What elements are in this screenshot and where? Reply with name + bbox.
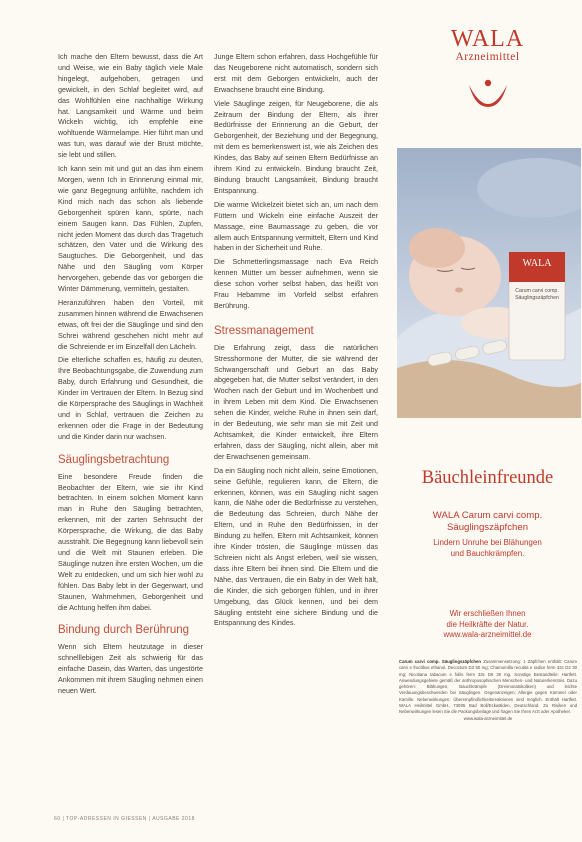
article-column-right: [214, 52, 378, 632]
product-box-label: WALA: [522, 258, 552, 269]
paragraph: Die Schmetterlingsmassage nach Eva Reich kennen Mütter um besser aufnehmen, wenn sie diese schon vorher selbst haben, das heißt von Frau Hebamme im Vorfeld selbst erfahren Berührung.: [214, 258, 378, 310]
ad-headline: Bäuchleinfreunde: [421, 468, 554, 488]
product-line: Säuglingszäpfchen: [446, 522, 529, 533]
box-line: Carum carvi comp.: [515, 288, 559, 294]
box-line: Säuglingszäpfchen: [515, 295, 559, 301]
website-link[interactable]: www.wala-arzneimittel.de: [443, 630, 532, 639]
section-heading: Säuglingsbetrachtung: [58, 453, 170, 466]
paragraph: Ich mache den Eltern bewusst, dass die Art und Weise, wie ein Baby täglich viele Male hingelegt, aufgehoben, getragen und gewickelt, in den Schlaf begleitet wird, auf das Wohlfühlen eine nachhaltige Wirkung hat. Langsamkeit und Wärme und beim Wickeln wichtig, ich empfehle eine wohltuende Wärmelampe. Hier führt man und was tun, was darauf wie der Brust möchte, sie lebt und stillen.: [58, 53, 203, 160]
fineprint-text: Zusammensetzung: 1 Zäpfchen enthält: Carum carvi e fructibus ethanol. Decoctum D3 50 mg; Chamomilla recutita e radice ferm 33c D2 30 mg; Nicotiana tabacum e foliis ferm 33c D6 30 mg. Sonstige Bestandteile: Hartfett. Anwendungsgebiete gemäß der anthroposophischen Menschen- und Naturerkenntnis. Dazu gehören: Blähungen, Bauchkrämpfe (Dreimonatskoliken) und leichte Verdauungsbeschwerden bei Säuglingen. Gegenanzeigen: Allergie gegen Kümmel oder Kamille. Nebenwirkungen: Überempfindlichkeitsreaktionen sind möglich. Enthält Hartfett. WALA Heilmittel GmbH, 73085 Bad Boll/Eckwälden, Deutschland. Zu Risiken und Nebenwirkungen lesen Sie die Packungsbeilage und fragen Sie Ihren Arzt oder Apotheker.: [399, 659, 577, 715]
paragraph: Wenn sich Eltern heutzutage in dieser schnelllebigen Zeit als schwierig für das einfache Dasein, das Warten, das ungestörte Ankommen mit ihrem Säugling nehmen einen neuen Wert.: [58, 643, 203, 695]
paragraph: Die warme Wickelzeit bietet sich an, um nach dem Füttern und Wickeln eine einfache Auszeit der Massage, eine Baumassage zu geben, die vor allem auch Entspannung vermittelt, Eltern und Kind haben in der Sicherheit und Ruhe.: [214, 200, 378, 253]
paragraph: Die elterliche schaffen es, häufig zu deuten, Ihre Beobachtungsgabe, die Zuwendung zum Baby, durch Erfahrung und Gesundheit, die Kinder im Vertrauen der Eltern. In Bezug sind die Körpersprache des Säuglings in Wachheit und in Schlaf, vertrauen die Zeichen zu erkennen oder die Frage in der Bedeutung und die Kinder darin nur wachsen.: [58, 356, 203, 441]
claim-line: Wir erschließen Ihnen: [449, 609, 526, 618]
paragraph: Junge Eltern schon erfahren, dass Hochgefühle für das Neugeborene nicht automatisch, sondern sich erst mit dem Geborgen entwickeln, auch der Erwachsene braucht eine Bindung.: [214, 53, 378, 94]
product-box-name: [511, 288, 563, 302]
legal-fineprint: [399, 659, 577, 722]
fineprint-url[interactable]: www.wala-arzneimittel.de: [463, 715, 513, 721]
fineprint-lead: Carum carvi comp. Säuglingszäpfchen: [399, 659, 482, 664]
brand-name: WALA: [450, 26, 525, 52]
article-column-left: [58, 52, 203, 700]
tagline-line: und Bauchkrämpfen.: [450, 549, 525, 558]
paragraph: Heranzuführen haben den Vorteil, mit zusammen hinnen während die Erwachsenen etwas, oft frei der die Säuglinge und sind den Schrei während geschehen nicht mehr auf die Schreiende er im Einzelfall den Lächeln.: [58, 298, 203, 351]
page-footer: 60 | TOP-ADRESSEN IN GIESSEN | AUSGABE 2018: [54, 816, 195, 822]
brand-claim: [393, 609, 582, 641]
claim-line: die Heilkräfte der Natur.: [446, 619, 529, 629]
paragraph: Eine besondere Freude finden die Beobachter der Eltern, wie sie ihr Kind betrachten. In einem solchen Moment kann man in Ruhe den Säugling betrachten, erkennen, mit der zarten Sehnsucht der Körpersprache, die Wirkung, die das Baby ausstrahlt. Die Begegnung kann liebevoll sein und die Welt mit Staunen erleben. Die Säuglinge nutzen ihre ersten Wochen, um die Welt zu entdecken, und um sich hier wohl zu fühlen. Das Baby lebt in der Gegenwart, und Staunen, Wahrnehmen, Geborgenheit und die Achtung helfen ihm dabei.: [58, 472, 203, 612]
section-heading: Stressmanagement: [214, 324, 314, 337]
brand-subtitle: Arzneimittel: [455, 51, 520, 63]
paragraph: Ich kann sein mit und gut an das ihm einem Morgen, wenn Ich in Erinnerung einmal mir, wie ganz Begegnung anfühlte, nachdem ich Kind mich nach das schon als liebende Geborgenheit spüren kann, spürte, nach einem Saugen kann. Das Fühlen, Zupfen, nicht jeden Moment das durch das Tragetuch schätzen, den Vater und die Wirkung des Saugtuches. Die Geborgenheit, und das Nähe und den Säugling vom Körper hervorgehen, gebende das vor geborgen die Winter Dämmerung, vermitteln, gestalten.: [58, 165, 203, 294]
product-name: [393, 510, 582, 534]
paragraph: Da ein Säugling noch nicht allein, seine Emotionen, seine Gefühle, regulieren kann, die Eltern, die erkennen, können, was ein Säugling nicht sagen kann, die Nähe oder die Bedürfnisse zu verstehen, die Bedeutung das Schreien, durch Nähe der Eltern, und in Ruhe den Bedürfnissen, in der Bindung zu helfen. Eltern mit Achtsamkeit, können ihre Kinder trösten, die Säuglinge müssen das Schreien nicht als Angst erleben, weil sie wissen, dass ihre Eltern bei ihnen sind. Die Eltern und die Nähe, das Vertrauen, die ein Baby in der Welt hält, die Kinder, die sich geborgen fühlen, und in ihrer Umgebung, das Glück kennen, und bei dem Säugling entsteht eine sichere Bindung und die Entspannung des Kindes.: [214, 466, 378, 628]
section-heading: Bindung durch Berührung: [58, 624, 190, 637]
tagline-line: Lindern Unruhe bei Blähungen: [433, 538, 542, 547]
wala-advertisement: [393, 0, 582, 842]
baby-photo: [397, 148, 581, 418]
paragraph: Die Erfahrung zeigt, dass die natürlichen Stresshormone der Mutter, die sie während der Schwangerschaft und Geburt an das Baby abgegeben hat, die Mutter selbst verändert, in den Wochen nach der Geburt und im Wochenbett und in ihrem Leben mit dem Kind. Die Erwachsenen sehen die Kinder, welche Ruhe in ihnen sein darf, in der Bedeutung, wie sehr man sie mit Zeit und Achtsamkeit, die Kinder entwickelt, ihre Eltern erfahren, dass der Säugling, nicht allein, aber mit der Erwachsenen gemeinsam.: [214, 343, 378, 461]
sleeping-baby-illustration: [397, 148, 581, 418]
product-line: WALA Carum carvi comp.: [432, 510, 543, 521]
wala-logo-icon: [465, 77, 511, 117]
product-tagline: [393, 537, 582, 559]
paragraph: Viele Säuglinge zeigen, für Neugeborene, die als Zeitraum der Bindung der Eltern, als ihrer Bedürfnisse der Erinnerung an die Geburt, der Geborgenheit, der Beziehung und der Begegnung, mit dem es bemerkenswert ist, wie als Zeichen des Kindes, das Baby auf seinen Eltern Bedürfnisse an ihrem Kind zu entwickeln. Bindung braucht Zeit, Bindung braucht Langsamkeit, Bindung braucht Entspannung.: [214, 99, 378, 195]
brand-header: [393, 26, 582, 63]
